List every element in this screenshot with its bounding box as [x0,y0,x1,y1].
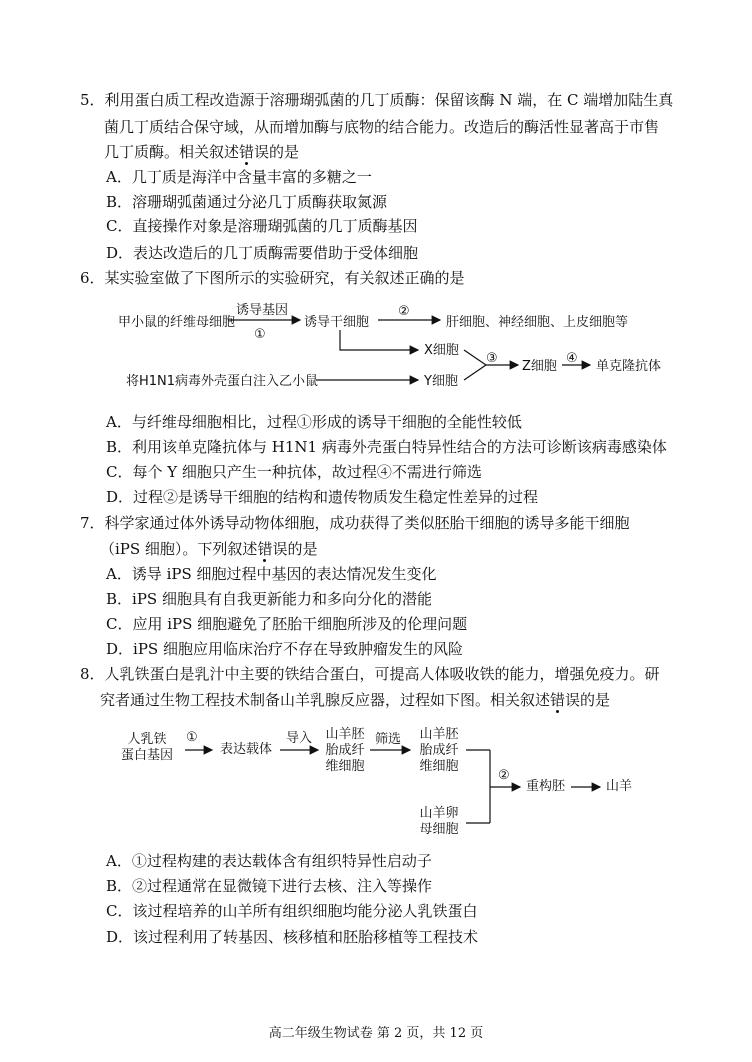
q6-x-cell-label: X细胞 [424,343,459,358]
q8-oocyte-line2: 母细胞 [419,822,459,837]
q5-stem-line1: 5．利用蛋白质工程改造源于溶珊瑚弧菌的几丁质酶：保留该酶 N 端，在 C 端增加陆生真 [80,91,674,109]
q8-option-c[interactable]: C．该过程培养的山羊所有组织细胞均能分泌人乳铁蛋白 [106,902,478,920]
q6-induce-gene-label: 诱导基因 [236,303,289,318]
q8-stem-text-end: 误的是 [565,691,611,709]
q6-inject-label: 将H1N1病毒外壳蛋白注入乙小鼠 [126,374,319,389]
q8-fibroblast1-line3: 维细胞 [325,759,365,774]
q8-goat-label: 山羊 [606,779,633,794]
q6-ips-label: 诱导干细胞 [304,315,370,330]
q8-vector-label: 表达载体 [220,742,273,757]
q6-y-cell-label: Y细胞 [424,374,458,389]
q8-fibroblast1-label [320,727,370,775]
q6-arrow-x [340,330,418,350]
q6-step4-label: ④ [566,351,578,366]
q8-stem-line2 [100,690,610,710]
q8-fibroblast1-line2: 胎成纤 [325,743,365,758]
q7-stem-text-end: 误的是 [272,540,318,558]
q8-fibroblast2-label [414,727,464,775]
q8-oocyte-label [414,806,464,838]
q8-gene-line1: 人乳铁 [127,732,167,747]
q6-z-cell-label: Z细胞 [522,359,557,374]
q5-emphasis-mark: 错 [239,143,255,161]
q8-step2-label: ② [498,768,510,783]
q5-stem-text: 几丁质酶。相关叙述 [104,143,240,161]
q8-fibroblast2-line2: 胎成纤 [419,743,459,758]
q7-option-a[interactable]: A．诱导 iPS 细胞过程中基因的表达情况发生变化 [106,565,437,583]
page-footer: 高二年级生物试卷 第 2 页，共 12 页 [268,1026,484,1041]
q7-emphasis-mark: 错 [257,540,273,558]
q6-step1-label: ① [254,327,266,342]
q7-option-d[interactable]: D．iPS 细胞应用临床治疗不存在导致肿瘤发生的风险 [106,640,463,658]
q6-merge-lower [464,365,486,380]
q8-screen-label: 筛选 [375,732,402,747]
q5-stem-line2: 菌几丁质结合保守域，从而增加酶与底物的结合能力。改造后的酶活性显著高于市售 [104,118,660,136]
q6-step3-label: ③ [486,351,498,366]
q6-option-b[interactable]: B．利用该单克隆抗体与 H1N1 病毒外壳蛋白特异性结合的方法可诊断该病毒感染体 [106,438,667,456]
q8-gene-label [112,732,182,764]
q8-option-a[interactable]: A．①过程构建的表达载体含有组织特异性启动子 [106,852,432,870]
q7-option-c[interactable]: C．应用 iPS 细胞避免了胚胎干细胞所涉及的伦理问题 [106,615,468,633]
q6-fibroblast-label: 甲小鼠的纤维母细胞 [118,315,236,330]
q5-option-b[interactable]: B．溶珊瑚弧菌通过分泌几丁质酶获取氮源 [106,193,388,211]
q7-stem-line2 [100,539,317,559]
q6-step2-label: ② [398,304,410,319]
q8-step1-label: ① [186,730,198,745]
q8-import-label: 导入 [286,731,313,746]
q6-option-c[interactable]: C．每个 Y 细胞只产生一种抗体，故过程④不需进行筛选 [106,463,482,481]
q6-mab-label: 单克隆抗体 [596,359,662,374]
q6-differentiated-cells-label: 肝细胞、神经细胞、上皮细胞等 [446,315,629,330]
q6-option-a[interactable]: A．与纤维母细胞相比，过程①形成的诱导干细胞的全能性较低 [106,413,522,431]
q8-oocyte-line1: 山羊卵 [419,806,459,821]
q8-embryo-label: 重构胚 [526,779,566,794]
q6-stem: 6．某实验室做了下图所示的实验研究，有关叙述正确的是 [80,269,465,287]
q8-emphasis-mark: 错 [550,691,566,709]
q8-fibroblast2-line1: 山羊胚 [419,727,459,742]
q7-option-b[interactable]: B．iPS 细胞具有自我更新能力和多向分化的潜能 [106,590,432,608]
q7-stem-line1: 7．科学家通过体外诱导动物体细胞，成功获得了类似胚胎干细胞的诱导多能干细胞 [80,514,630,532]
q5-option-d[interactable]: D．表达改造后的几丁质酶需要借助于受体细胞 [106,244,419,262]
q8-fibroblast1-line1: 山羊胚 [325,727,365,742]
q8-option-b[interactable]: B．②过程通常在显微镜下进行去核、注入等操作 [106,877,433,895]
q8-option-d[interactable]: D．该过程利用了转基因、核移植和胚胎移植等工程技术 [106,928,479,946]
q5-stem-text-end: 误的是 [254,143,300,161]
q8-stem-line1: 8．人乳铁蛋白是乳汁中主要的铁结合蛋白，可提高人体吸收铁的能力，增强免疫力。研 [80,665,660,683]
q8-fibroblast2-line3: 维细胞 [419,759,459,774]
q5-option-c[interactable]: C．直接操作对象是溶珊瑚弧菌的几丁质酶基因 [106,217,418,235]
q8-gene-line2: 蛋白基因 [120,748,173,763]
q7-stem-text: （iPS 细胞）。下列叙述 [100,540,258,558]
q6-option-d[interactable]: D．过程②是诱导干细胞的结构和遗传物质发生稳定性差异的过程 [106,488,539,506]
q8-stem-text: 究者通过生物工程技术制备山羊乳腺反应器，过程如下图。相关叙述 [100,691,551,709]
q6-merge-upper [464,350,486,365]
q5-option-a[interactable]: A．几丁质是海洋中含量丰富的多糖之一 [106,168,372,186]
